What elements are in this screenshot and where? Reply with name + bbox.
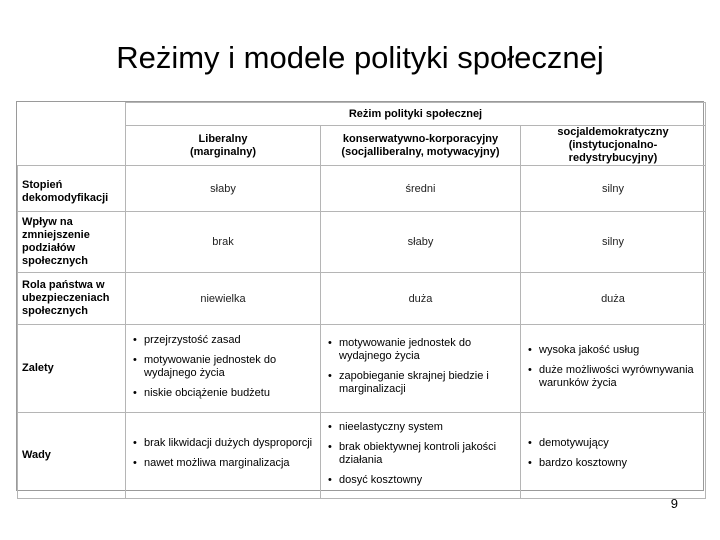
cell-value: brak	[126, 212, 321, 273]
table-row	[18, 413, 706, 499]
list-item: • niskie obciążenie budżetu	[144, 387, 316, 400]
advantages-socialdemocratic	[521, 325, 706, 413]
row-label-social-divisions: Wpływ na zmniejszenie podziałów społecznych	[18, 212, 126, 273]
row-label-advantages: Zalety	[18, 325, 126, 413]
list-item: • zapobieganie skrajnej biedzie i marginalizacji	[339, 370, 516, 396]
table-row	[18, 273, 706, 325]
advantages-conservative	[321, 325, 521, 413]
list-item: • nieelastyczny system	[339, 421, 516, 434]
row-label-state-role: Rola państwa w ubezpieczeniach społecznych	[18, 273, 126, 325]
table-row	[18, 325, 706, 413]
cell-value: słaby	[126, 166, 321, 212]
column-header-socialdemocratic: socjaldemokratyczny (instytucjonalno-redystrybucyjny)	[521, 126, 706, 166]
list-item: • motywowanie jednostek do wydajnego życia	[339, 337, 516, 363]
list-item: • nawet możliwa marginalizacja	[144, 457, 316, 470]
list-item: • wysoka jakość usług	[539, 344, 701, 357]
cell-value: słaby	[321, 212, 521, 273]
list-item: • motywowanie jednostek do wydajnego życia	[144, 354, 316, 380]
cell-value: silny	[521, 166, 706, 212]
row-label-disadvantages: Wady	[18, 413, 126, 499]
list-item: • brak obiektywnej kontroli jakości działania	[339, 441, 516, 467]
table-grid	[17, 102, 706, 499]
advantages-liberal	[126, 325, 321, 413]
empty-corner-cell	[18, 103, 126, 166]
list-item: • duże możliwości wyrównywania warunków życia	[539, 364, 701, 390]
disadvantages-conservative	[321, 413, 521, 499]
cell-value: średni	[321, 166, 521, 212]
policy-regimes-table	[16, 101, 704, 491]
disadvantages-liberal	[126, 413, 321, 499]
list-item: • dosyć kosztowny	[339, 474, 516, 487]
table-row	[18, 166, 706, 212]
group-header: Reżim polityki społecznej	[126, 103, 706, 126]
column-header-liberal: Liberalny (marginalny)	[126, 126, 321, 166]
row-label-decommodification: Stopień dekomodyfikacji	[18, 166, 126, 212]
cell-value: duża	[321, 273, 521, 325]
list-item: • bardzo kosztowny	[539, 457, 701, 470]
list-item: • demotywujący	[539, 437, 701, 450]
list-item: • przejrzystość zasad	[144, 334, 316, 347]
slide-title: Reżimy i modele polityki społecznej	[116, 40, 604, 75]
disadvantages-socialdemocratic	[521, 413, 706, 499]
column-header-conservative: konserwatywno-korporacyjny (socjalliberalny, motywacyjny)	[321, 126, 521, 166]
list-item: • brak likwidacji dużych dysproporcji	[144, 437, 316, 450]
page-number: 9	[670, 496, 678, 511]
cell-value: silny	[521, 212, 706, 273]
cell-value: duża	[521, 273, 706, 325]
table-row	[18, 212, 706, 273]
cell-value: niewielka	[126, 273, 321, 325]
